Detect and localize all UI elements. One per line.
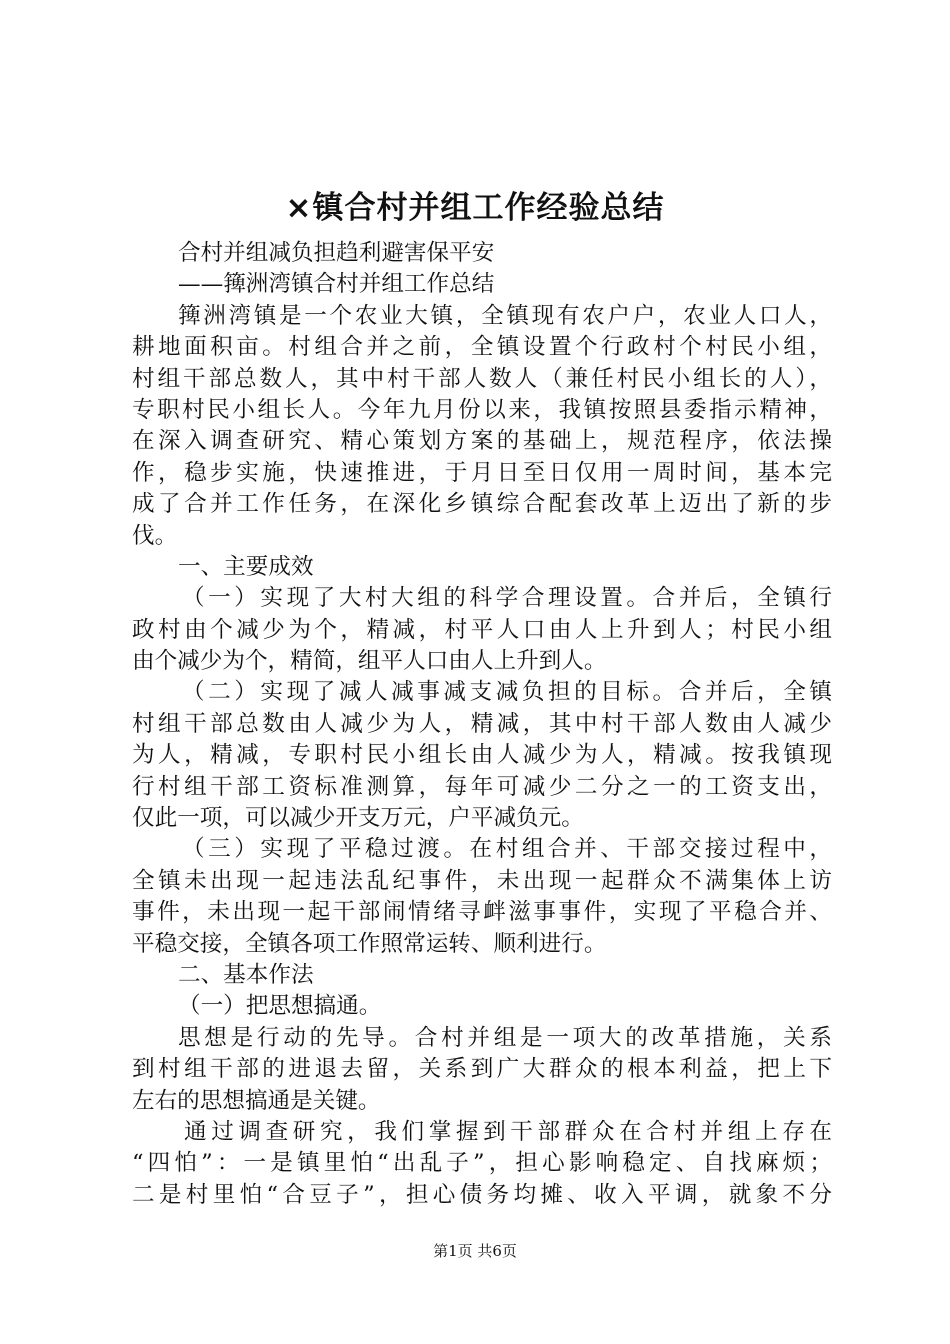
text-line: 思想是行动的先导。合村并组是一项大的改革措施，关系	[178, 1024, 832, 1051]
text-line: 平稳交接，全镇各项工作照常运转、顺利进行。	[132, 930, 607, 957]
text-line: 一、主要成效	[178, 553, 314, 580]
text-line: （二）实现了减人减事减支减负担的目标。合并后，全镇	[182, 679, 832, 706]
text-line: 二、基本作法	[178, 961, 314, 988]
text-line: “四怕”：一是镇里怕“出乱子”，担心影响稳定、自找麻烦；	[132, 1150, 832, 1177]
text-line: 全镇未出现一起违法乱纪事件，未出现一起群众不满集体上访	[132, 867, 832, 894]
text-line: 二是村里怕“合豆子”，担心债务均摊、收入平调，就象不分	[132, 1181, 832, 1208]
page-footer: 第1页 共6页	[433, 1242, 517, 1260]
text-line: 成了合并工作任务，在深化乡镇综合配套改革上迈出了新的步	[132, 491, 832, 518]
text-line: （一）实现了大村大组的科学合理设置。合并后，全镇行	[182, 585, 832, 612]
text-line: （一）把思想搞通。	[178, 993, 382, 1020]
text-line: 作，稳步实施，快速推进，于月日至日仅用一周时间，基本完	[132, 459, 832, 486]
text-line: 伐。	[132, 522, 178, 549]
text-line: 专职村民小组长人。今年九月份以来，我镇按照县委指示精神，	[132, 396, 832, 423]
text-line: 仅此一项，可以减少开支万元，户平减负元。	[132, 805, 584, 832]
text-line: 通过调查研究，我们掌握到干部群众在合村并组上存在	[184, 1118, 832, 1145]
text-line: 到村组干部的进退去留，关系到广大群众的根本利益，把上下	[132, 1056, 832, 1083]
document-body	[132, 238, 832, 1211]
text-line: 耕地面积亩。村组合并之前，全镇设置个行政村个村民小组，	[132, 334, 832, 361]
text-line: 在深入调查研究、精心策划方案的基础上，规范程序，依法操	[132, 428, 832, 455]
text-line: 合村并组减负担趋利避害保平安	[178, 240, 495, 266]
text-line: 政村由个减少为个，精减，村平人口由人上升到人；村民小组	[132, 616, 832, 643]
text-line: ——篺洲湾镇合村并组工作总结	[178, 271, 495, 298]
text-line: 由个减少为个，精简，组平人口由人上升到人。	[132, 648, 607, 675]
text-line: 事件，未出现一起干部闹情绪寻衅滋事事件，实现了平稳合并、	[132, 899, 832, 926]
text-line: 为人，精减，专职村民小组长由人减少为人，精减。按我镇现	[132, 742, 832, 769]
text-line: 左右的思想搞通是关键。	[132, 1087, 381, 1114]
text-line: 村组干部总数由人减少为人，精减，其中村干部人数由人减少	[132, 710, 832, 737]
text-line: 行村组干部工资标准测算，每年可减少二分之一的工资支出，	[132, 773, 832, 800]
text-line: 篺洲湾镇是一个农业大镇，全镇现有农户户，农业人口人，	[178, 302, 832, 329]
document-title: ×镇合村并组工作经验总结	[285, 190, 665, 226]
text-line: 村组干部总数人，其中村干部人数人（兼任村民小组长的人），	[132, 365, 832, 392]
text-line: （三）实现了平稳过渡。在村组合并、干部交接过程中，	[182, 836, 832, 863]
